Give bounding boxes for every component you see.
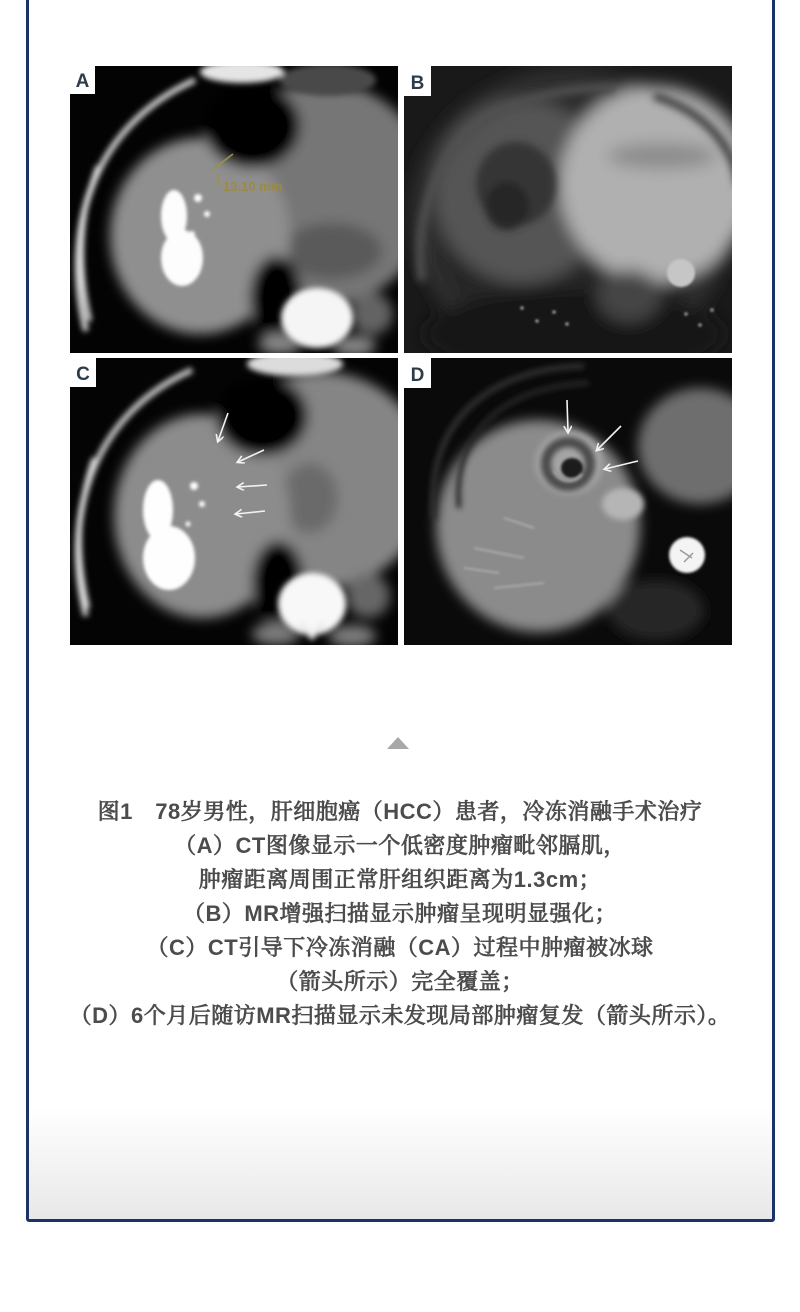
panel-label: A <box>75 71 90 92</box>
mr-scan-b <box>404 66 732 353</box>
up-triangle-icon <box>387 737 409 749</box>
figure-1-image-grid <box>70 66 732 645</box>
panel-label-box <box>70 358 96 387</box>
bottom-fade-gradient <box>29 1107 772 1219</box>
ct-scan-a <box>70 66 398 353</box>
panel-b-mr-image <box>404 66 732 353</box>
panel-label: C <box>76 364 90 385</box>
caption-line: （B）MR增强扫描显示肿瘤呈现明显强化； <box>182 901 618 926</box>
panel-label-box <box>404 358 431 388</box>
caption-line: （C）CT引导下冷冻消融（CA）过程中肿瘤被冰球 <box>146 935 654 960</box>
caption-line: 肿瘤距离周围正常肝组织距离为1.3cm； <box>198 867 602 892</box>
panel-label: D <box>410 365 425 386</box>
panel-d-mr-image <box>404 358 732 645</box>
panel-c-ct-image <box>70 358 398 645</box>
caption-line: （A）CT图像显示一个低密度肿瘤毗邻膈肌， <box>174 833 626 858</box>
aorta <box>669 537 705 573</box>
panel-a-ct-image <box>70 66 398 353</box>
panel-label-box <box>70 66 95 94</box>
ct-scan-c <box>70 358 398 645</box>
figure-caption <box>20 795 780 1033</box>
caption-line: （箭头所示）完全覆盖； <box>276 969 524 994</box>
caption-line: （D）6个月后随访MR扫描显示未发现局部肿瘤复发（箭头所示）。 <box>69 1003 731 1028</box>
panel-label: B <box>410 73 425 94</box>
measurement-text: 13.10 mm <box>223 179 283 194</box>
panel-label-box <box>404 66 431 96</box>
white-arrow-icon <box>567 400 568 432</box>
mr-scan-d <box>404 358 732 645</box>
caption-line: 图1 78岁男性，肝细胞癌（HCC）患者，冷冻消融手术治疗 <box>97 799 703 824</box>
